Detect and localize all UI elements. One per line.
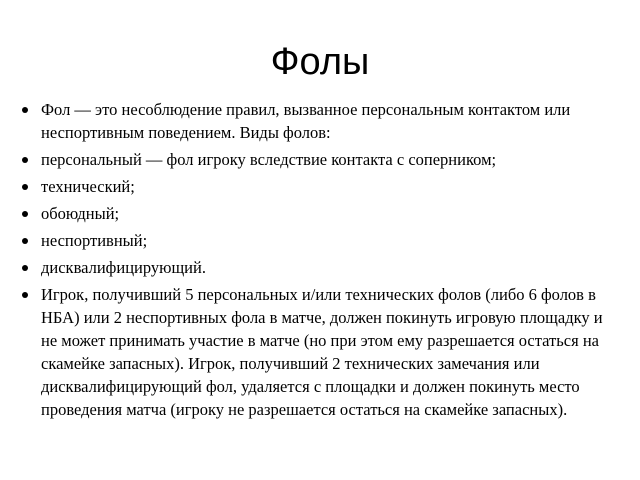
bullet-text: обоюдный;	[41, 204, 120, 223]
bullet-text: неспортивный;	[41, 231, 148, 250]
bullet-dot-icon	[22, 157, 28, 163]
bullet-dot-icon	[22, 211, 28, 217]
bullet-text: Фол — это несоблюдение правил, вызванное персональным контактом или неспортивным поведением. Виды фолов:	[41, 100, 571, 142]
bullet-dot-icon	[22, 265, 28, 271]
slide-title: Фолы	[270, 41, 370, 83]
bullet-item	[22, 283, 607, 421]
bullet-list	[22, 98, 607, 425]
bullet-text: дисквалифицирующий.	[41, 258, 206, 277]
bullet-dot-icon	[22, 238, 28, 244]
bullet-item	[22, 98, 607, 144]
bullet-item	[22, 175, 607, 198]
bullet-item	[22, 148, 607, 171]
bullet-item	[22, 256, 607, 279]
bullet-text: персональный — фол игроку вследствие контакта с соперником;	[41, 150, 497, 169]
bullet-item	[22, 202, 607, 225]
bullet-dot-icon	[22, 292, 28, 298]
bullet-text: технический;	[41, 177, 135, 196]
bullet-text: Игрок, получивший 5 персональных и/или технических фолов (либо 6 фолов в НБА) или 2 неспортивных фола в матче, должен покинуть игровую площадку и не может принимать участие в матче (но при этом ему разрешается остаться на скамейке запасных). Игрок, получивший 2 технических замечания или дисквалифицирующий фол, удаляется с площадки и должен покинуть место проведения матча (игроку не разрешается остаться на скамейке запасных).	[41, 285, 603, 419]
bullet-dot-icon	[22, 107, 28, 113]
bullet-item	[22, 229, 607, 252]
bullet-dot-icon	[22, 184, 28, 190]
